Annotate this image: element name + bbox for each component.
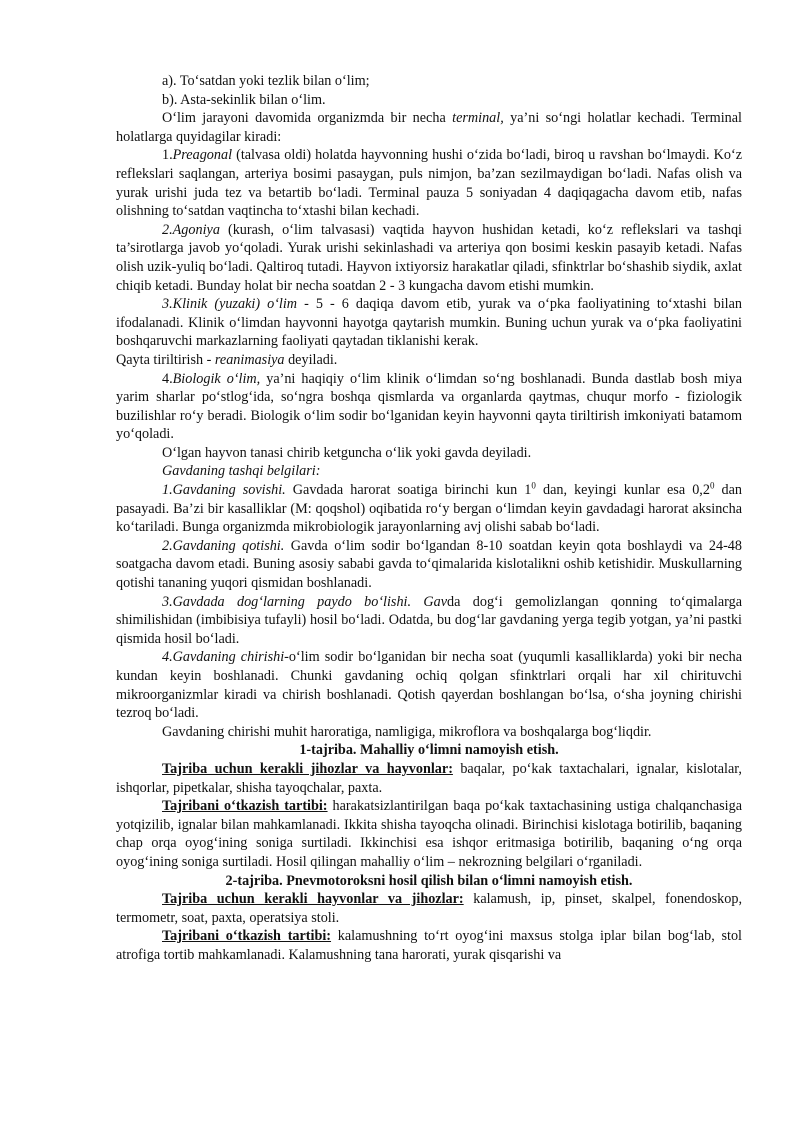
paragraph-terminal-intro: O‘lim jarayoni davomida organizmda bir necha terminal, ya’ni so‘ngi holatlar kechadi. Terminal holatlarga quyidagilar kiradi: xyxy=(116,110,742,145)
paragraph-chirish-omillari: Gavdaning chirishi muhit haroratiga, namligiga, mikroflora va boshqalarga bog‘liqdir. xyxy=(162,723,652,740)
subheading-tashqi-belgilari: Gavdaning tashqi belgilari: xyxy=(162,463,321,480)
paragraph-sovishi: 1.Gavdaning sovishi. Gavdada harorat soatiga birinchi kun $1^0$ dan, keyingi kunlar esa $0,2^0$ dan pasayadi. Ba’zi bir kasalliklar (M: qoqshol) oqibatida ro‘y bergan o‘limdan keyin gavdadagi harorat aksincha ko‘tariladi. Bunga organizmda mikrobiologik jarayonlarning avj olishi sabab bo‘ladi. xyxy=(116,480,742,536)
paragraph-agoniya: 2.Agoniya (kurash, o‘lim talvasasi) vaqtida hayvon hushidan ketadi, ko‘z reflekslari va tashqi ta’sirotlarga javob yo‘qoladi. Yurak urishi sekinlashadi va arteriya qon bosimi keskin pasayib ketadi. Nafas olish uzik-yuliq bo‘ladi. Qaltiroq tutadi. Hayvon ixtiyorsiz harakatlar qiladi, sfinktrlar bo‘shashib siydik, axlat chiqib ketadi. Bunday holat bir necha soatdan 2 - 3 kungacha davom etishi mumkin. xyxy=(116,221,742,294)
paragraph-biologik: 4.Biologik o‘lim, ya’ni haqiqiy o‘lim klinik o‘limdan so‘ng boshlanadi. Bunda dastlab bosh miya yarim sharlar po‘stlog‘ida, so‘ngra boshqa qismlarda va organlarda qaytmas, chuqur morfo - fiziologik buzilishlar ro‘y beradi. Biologik o‘lim sodir bo‘lganidan keyin hayvonni qayta tiriltirish imkoniyati batamom yo‘qoladi. xyxy=(116,370,742,443)
paragraph-qotishi: 2.Gavdaning qotishi. Gavda o‘lim sodir bo‘lgandan 8-10 soatdan keyin qota boshlaydi va 24-48 soatgacha davom etadi. Buning asosiy sababi gavda to‘qimalarida kislotalikni oshib ketishidir. Muskullarning qotishi tananing yuqori qismidan boshlanadi. xyxy=(116,537,742,592)
paragraph-tajriba2-jihozlar: Tajriba uchun kerakli hayvonlar va jihozlar: kalamush, ip, pinset, skalpel, fonendoskop, termometr, soat, paxta, operatsiya stoli. xyxy=(116,891,742,926)
paragraph-preagonal: 1.Preagonal (talvasa oldi) holatda hayvonning hushi o‘zida bo‘ladi, biroq u ravshan bo‘lmaydi. Ko‘z reflekslari saqlangan, arteriya bosimi pasaygan, puls nimjon, ba’zan sezilmaydigan bo‘ladi. Nafas olish va yurak urishi juda tez va betartib bo‘ladi. Terminal pauza 5 soniyadan 4 daqiqagacha davom etib, nafas olishning to‘satdan vaqtincha to‘xtashi bilan kechadi. xyxy=(116,147,742,220)
section-heading-tajriba-2: 2-tajriba. Pnevmotoroksni hosil qilish bilan o‘limni namoyish etish. xyxy=(225,872,633,889)
paragraph-tajriba1-tartibi: Tajribani o‘tkazish tartibi: harakatsizlantirilgan baqa po‘kak taxtachasining ustiga chalqanchasiga yotqizilib, ignalar bilan mahkamlanadi. Ikkita shisha tayoqcha olinadi. Birinchisi kislotaga botirilib, baqaning chap orqa oyog‘ining soniga surtiladi. Ikkinchisi esa ishqor eritmasiga botirilib, baqaning o‘ng orqa oyog‘ining soniga surtiladi. Hosil qilingan mahalliy o‘lim – nekrozning belgilari o‘rganiladi. xyxy=(116,798,742,870)
paragraph-klinik: 3.Klinik (yuzaki) o‘lim - 5 - 6 daqiqa davom etib, yurak va o‘pka faoliyatining to‘xtashi bilan ifodalanadi. Klinik o‘limdan hayvonni hayotga qaytarish mumkin. Buning uchun yurak va o‘pka faoliyatini boshqaruvchi markazlarning faoliyati qaytadan tiklanishi kerak. xyxy=(116,296,742,350)
list-item-b: b). Asta-sekinlik bilan o‘lim. xyxy=(162,91,326,108)
list-item-a: a). To‘satdan yoki tezlik bilan o‘lim; xyxy=(162,73,370,89)
paragraph-chirishi: 4.Gavdaning chirishi-o‘lim sodir bo‘lganidan bir necha soat (yuqumli kasalliklarda) yoki bir necha kundan keyin boshlanadi. Chunki gavdaning ochiq qolgan sfinktrlari orqali har xil chirituvchi mikroorganizmlar kiradi va chirish boshlanadi. Qotish qayerdan boshlangan bo‘lsa, o‘sha joyning chirishi tezroq bo‘ladi. xyxy=(116,649,742,722)
section-heading-tajriba-1: 1-tajriba. Mahalliy o‘limni namoyish etish. xyxy=(299,742,559,759)
paragraph-doglar: 3.Gavdada dog‘larning paydo bo‘lishi. Gavda dog‘i gemolizlangan qonning to‘qimalarga shimilishidan (imbibisiya tufayli) hosil bo‘ladi. Odatda, bu dog‘lar gavdaning yerga tegib yotgan, ya’ni pastki qismida hosil bo‘ladi. xyxy=(116,593,742,647)
paragraph-tajriba1-jihozlar: Tajriba uchun kerakli jihozlar va hayvonlar: baqalar, po‘kak taxtachalari, ignalar, kislotalar, ishqorlar, pipetkalar, shisha tayoqchalar, paxta. xyxy=(116,760,742,796)
paragraph-tajriba2-tartibi: Tajribani o‘tkazish tartibi: kalamushning to‘rt oyog‘ini maxsus stolga iplar bilan bog‘lab, stol atrofiga tortib mahkamlanadi. Kalamushning tana harorati, yurak qisqarishi va xyxy=(116,928,742,963)
paragraph-reanimasiya: Qayta tiriltirish - reanimasiya deyiladi. xyxy=(116,351,338,368)
paragraph-gavda: O‘lgan hayvon tanasi chirib ketguncha o‘lik yoki gavda deyiladi. xyxy=(162,444,532,461)
